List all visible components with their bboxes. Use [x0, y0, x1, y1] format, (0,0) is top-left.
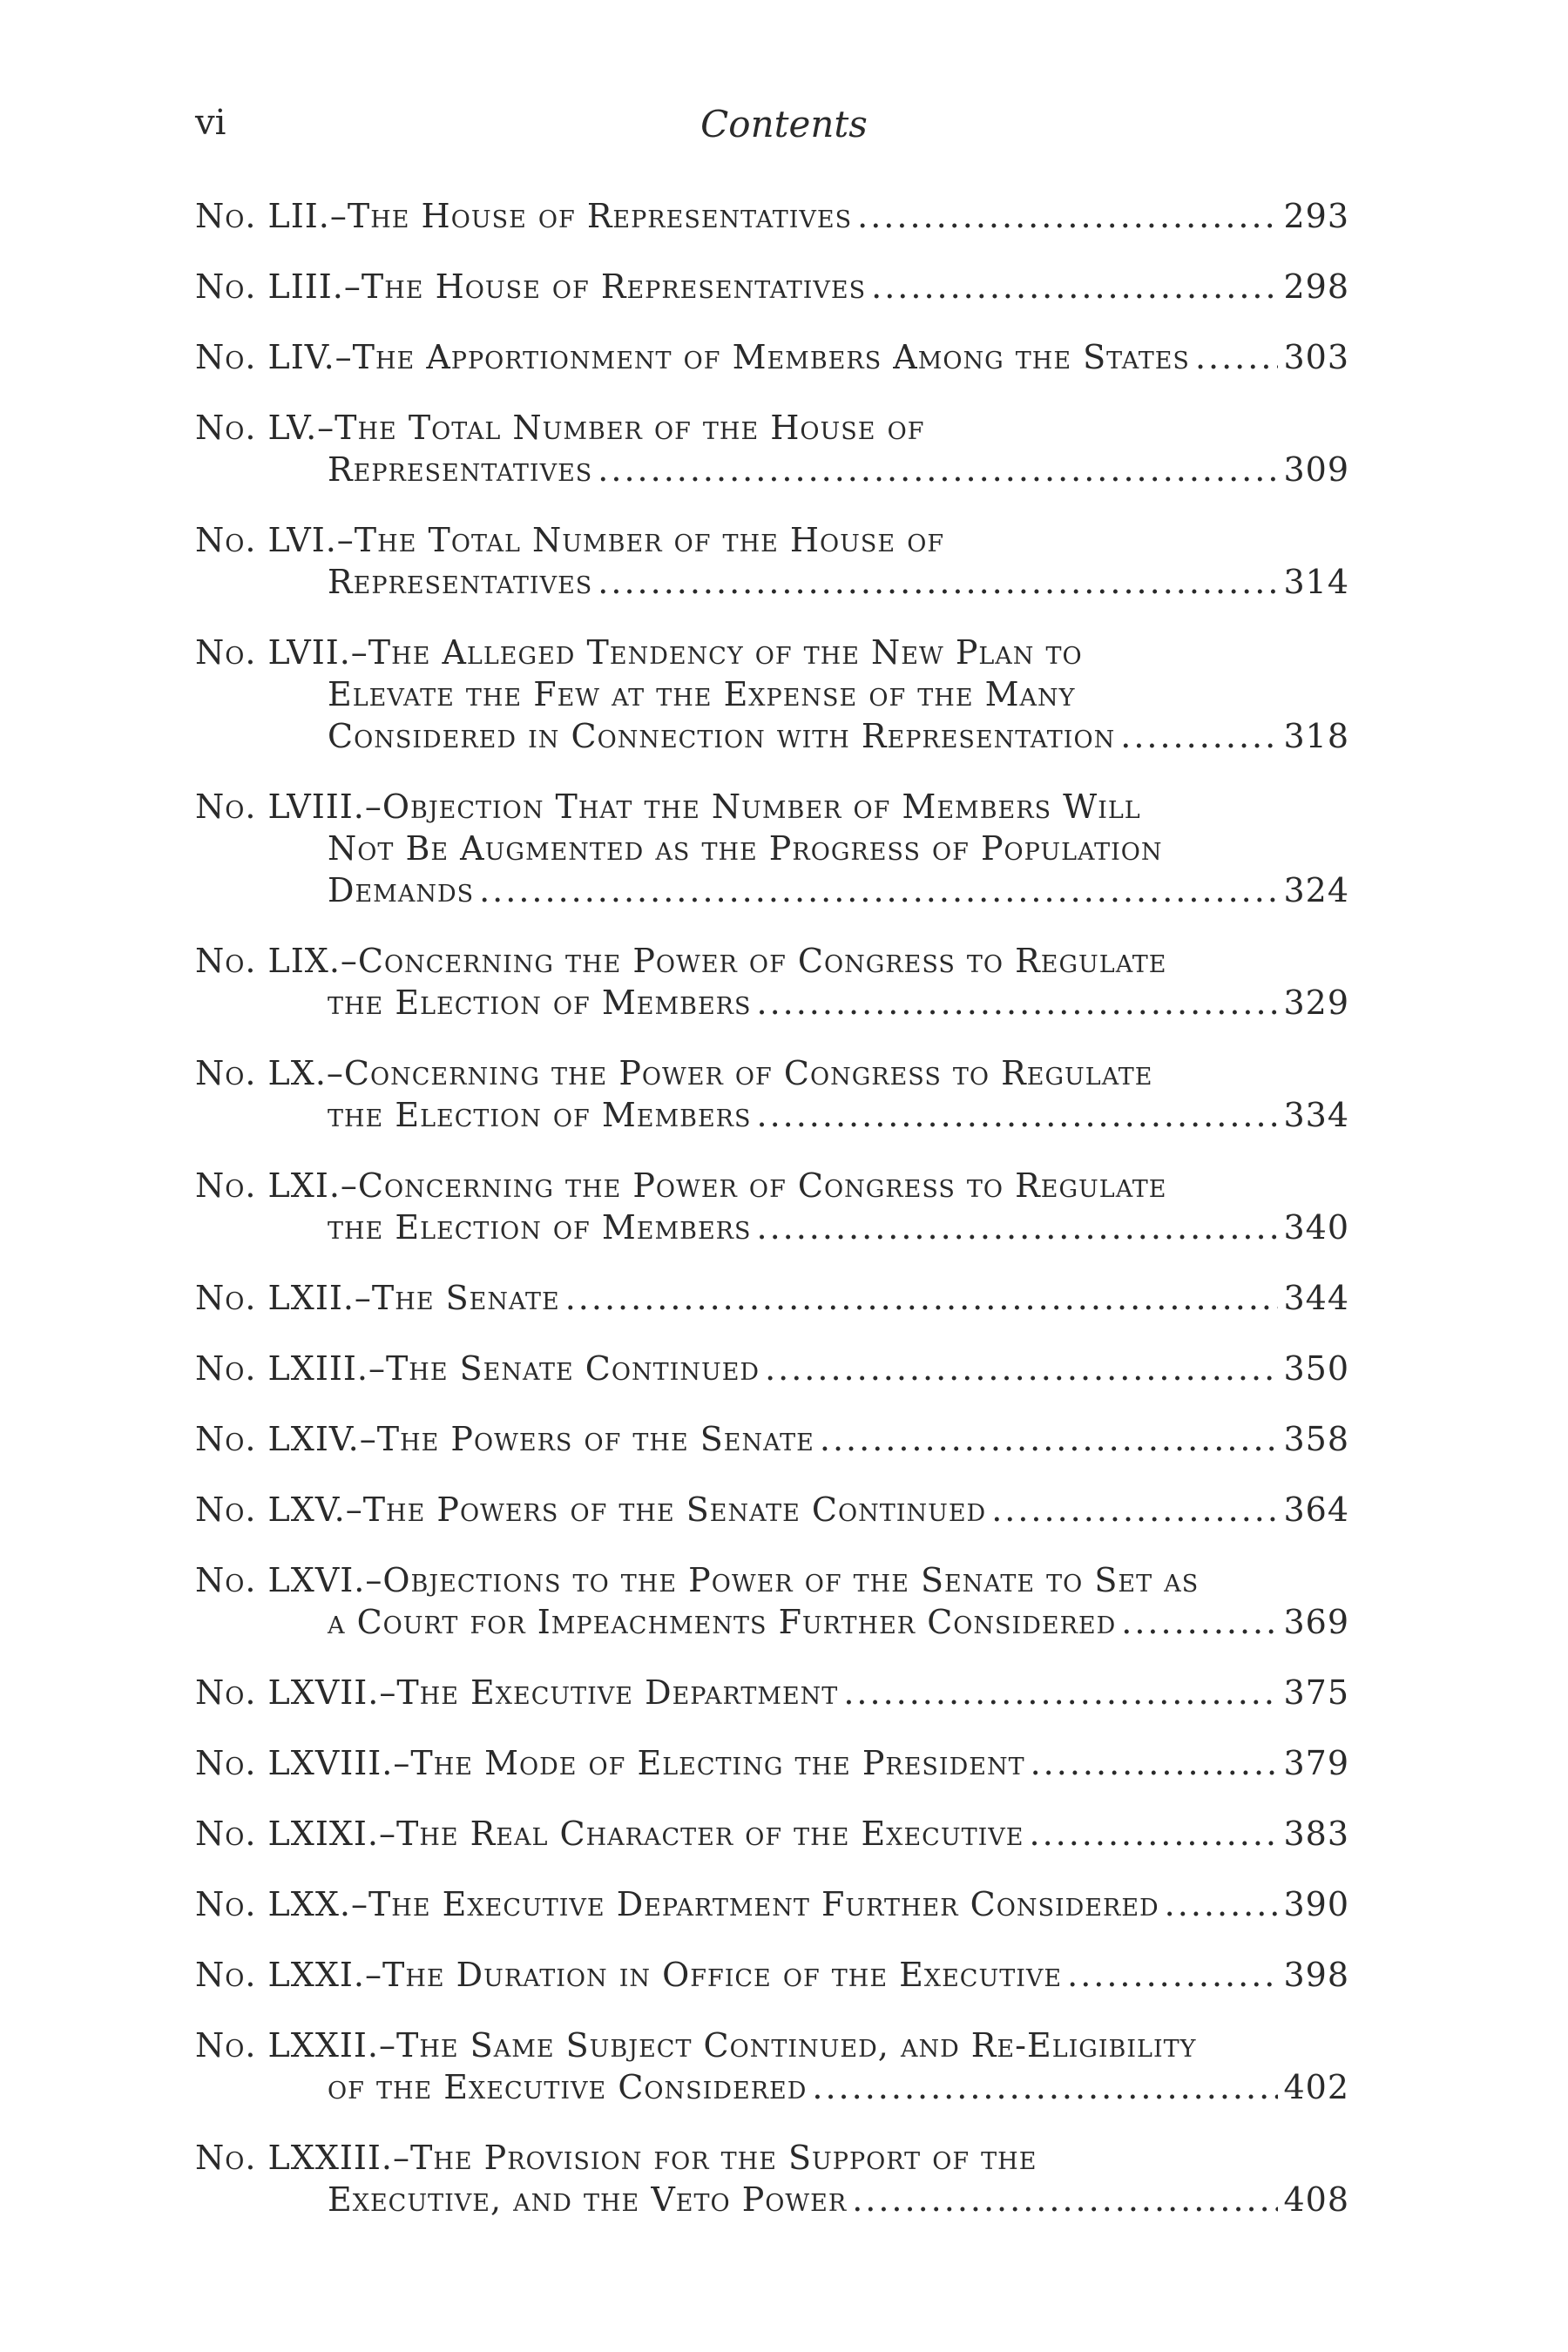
toc-entry-title-line [195, 786, 1349, 828]
toc-page-number: 324 [1283, 871, 1349, 909]
toc-entry-title-line [195, 2137, 1349, 2179]
toc-entry [195, 1954, 1349, 1996]
toc-entry-continuation-line [195, 1206, 1349, 1248]
toc-entry [195, 519, 1349, 603]
toc-page-number: 340 [1283, 1208, 1349, 1247]
toc-entry-continuation-line [195, 982, 1349, 1024]
toc-entry [195, 940, 1349, 1024]
toc-entry [195, 1813, 1349, 1855]
dot-leader [565, 1277, 1279, 1319]
toc-page-number: 390 [1283, 1885, 1349, 1923]
toc-entry-continuation-line [195, 828, 1349, 869]
toc-page-number: 364 [1283, 1490, 1349, 1529]
dot-leader [756, 982, 1278, 1024]
dot-leader [756, 1094, 1278, 1136]
toc-entry-title-line [195, 1348, 1349, 1389]
dot-leader [1165, 1883, 1279, 1925]
toc-entry-text: No. LXI.–Concerning the Power of Congress to Regulate [195, 1166, 1167, 1205]
toc-entry-title-line [195, 407, 1349, 449]
toc-page-number: 375 [1283, 1673, 1349, 1712]
dot-leader [598, 449, 1278, 490]
toc-entry-text: No. LXII.–The Senate [195, 1279, 560, 1317]
toc-entry-text: No. LIV.–The Apportionment of Members Among the States [195, 338, 1190, 376]
toc-entry-continuation-line [195, 869, 1349, 911]
dot-leader [598, 561, 1278, 603]
toc-entry-text: No. LVII.–The Alleged Tendency of the New Plan to [195, 633, 1083, 672]
dot-leader [820, 1418, 1279, 1460]
dot-leader [812, 2066, 1278, 2108]
toc-entry [195, 786, 1349, 911]
toc-entry-text: the Election of Members [328, 983, 752, 1022]
toc-page-number: 383 [1283, 1815, 1349, 1853]
toc-entry-text: No. LXIXI.–The Real Character of the Executive [195, 1815, 1024, 1853]
toc-entry [195, 2137, 1349, 2220]
toc-entry-text: a Court for Impeachments Further Considered [328, 1603, 1117, 1641]
page-number: vi [195, 103, 226, 143]
toc-entry-text: No. LV.–The Total Number of the House of [195, 409, 925, 447]
toc-entry [195, 2024, 1349, 2108]
toc-entry [195, 1277, 1349, 1319]
toc-entry-continuation-line [195, 1601, 1349, 1643]
toc-page-number: 318 [1283, 717, 1349, 755]
toc-entry-text: Not Be Augmented as the Progress of Population [328, 829, 1163, 868]
running-head-title: Contents [700, 103, 868, 145]
toc-page-number: 358 [1283, 1420, 1349, 1458]
toc-page-number: 298 [1283, 267, 1349, 306]
dot-leader [756, 1206, 1278, 1248]
dot-leader [852, 2179, 1278, 2220]
dot-leader [1195, 336, 1279, 378]
dot-leader [1120, 715, 1278, 757]
toc-entry-text: No. LVIII.–Objection That the Number of Members Will [195, 787, 1141, 826]
dot-leader [871, 266, 1278, 308]
toc-page-number: 350 [1283, 1349, 1349, 1388]
toc-entry [195, 1489, 1349, 1531]
toc-page-number: 398 [1283, 1956, 1349, 1994]
toc-entry-text: No. LXX.–The Executive Department Further Considered [195, 1885, 1159, 1923]
toc-page-number: 303 [1283, 338, 1349, 376]
toc-entry-text: No. LXXI.–The Duration in Office of the Executive [195, 1956, 1063, 1994]
toc-entry-title-line [195, 2024, 1349, 2066]
toc-entry-text: No. LXV.–The Powers of the Senate Continued [195, 1490, 987, 1529]
toc-entry-text: No. LXVI.–Objections to the Power of the Senate to Set as [195, 1561, 1200, 1599]
toc-entry-title-line [195, 266, 1349, 308]
toc-entry [195, 407, 1349, 490]
table-of-contents [195, 195, 1349, 2249]
toc-entry-title-line [195, 1559, 1349, 1601]
toc-entry-text: Considered in Connection with Representation [328, 717, 1116, 755]
toc-page-number: 309 [1283, 450, 1349, 489]
toc-entry [195, 195, 1349, 237]
toc-entry-text: Representatives [328, 563, 593, 601]
page-header [0, 103, 1568, 164]
toc-entry-continuation-line [195, 2179, 1349, 2220]
dot-leader [857, 195, 1278, 237]
toc-entry-continuation-line [195, 1094, 1349, 1136]
toc-entry [195, 1883, 1349, 1925]
toc-entry-text: Representatives [328, 450, 593, 489]
toc-entry-title-line [195, 336, 1349, 378]
toc-entry-text: No. LIX.–Concerning the Power of Congress to Regulate [195, 942, 1167, 980]
toc-entry-continuation-line [195, 715, 1349, 757]
toc-entry-text: No. LXVIII.–The Mode of Electing the President [195, 1744, 1025, 1782]
toc-entry-title-line [195, 1742, 1349, 1784]
toc-entry-title-line [195, 1489, 1349, 1531]
dot-leader [479, 869, 1278, 911]
dot-leader [1121, 1601, 1278, 1643]
dot-leader [765, 1348, 1278, 1389]
toc-entry-text: Executive, and the Veto Power [328, 2180, 848, 2219]
toc-entry-title-line [195, 519, 1349, 561]
toc-entry [195, 632, 1349, 757]
dot-leader [1031, 1742, 1279, 1784]
toc-page-number: 293 [1283, 197, 1349, 235]
toc-entry-title-line [195, 1672, 1349, 1713]
toc-entry-text: No. LX.–Concerning the Power of Congress to Regulate [195, 1054, 1153, 1092]
dot-leader [843, 1672, 1278, 1713]
toc-entry-text: No. LII.–The House of Representatives [195, 197, 853, 235]
toc-entry-title-line [195, 1277, 1349, 1319]
toc-entry-continuation-line [195, 449, 1349, 490]
toc-entry-title-line [195, 1954, 1349, 1996]
toc-entry-title-line [195, 1052, 1349, 1094]
toc-entry-continuation-line [195, 561, 1349, 603]
toc-entry-text: No. LIII.–The House of Representatives [195, 267, 867, 306]
toc-entry [195, 336, 1349, 378]
toc-entry-text: Elevate the Few at the Expense of the Many [328, 675, 1076, 713]
toc-entry [195, 1742, 1349, 1784]
toc-entry-text: the Election of Members [328, 1096, 752, 1134]
toc-entry-text: No. LXXII.–The Same Subject Continued, and Re-Eligibility [195, 2026, 1197, 2065]
toc-entry [195, 1052, 1349, 1136]
toc-entry-text: No. LXIII.–The Senate Continued [195, 1349, 760, 1388]
toc-entry-text: of the Executive Considered [328, 2068, 808, 2106]
toc-entry-text: No. LVI.–The Total Number of the House of [195, 521, 945, 559]
toc-entry [195, 266, 1349, 308]
toc-page-number: 402 [1283, 2068, 1349, 2106]
toc-entry-continuation-line [195, 673, 1349, 715]
toc-entry [195, 1672, 1349, 1713]
toc-entry-title-line [195, 195, 1349, 237]
toc-entry-title-line [195, 1883, 1349, 1925]
toc-entry-title-line [195, 940, 1349, 982]
toc-entry-title-line [195, 632, 1349, 673]
toc-entry [195, 1559, 1349, 1643]
toc-entry-title-line [195, 1813, 1349, 1855]
toc-page-number: 314 [1283, 563, 1349, 601]
toc-page-number: 379 [1283, 1744, 1349, 1782]
toc-entry-title-line [195, 1418, 1349, 1460]
toc-entry [195, 1418, 1349, 1460]
toc-entry-text: Demands [328, 871, 475, 909]
toc-entry-text: No. LXXIII.–The Provision for the Support of the [195, 2139, 1037, 2177]
toc-entry-text: No. LXVII.–The Executive Department [195, 1673, 839, 1712]
toc-entry-text: No. LXIV.–The Powers of the Senate [195, 1420, 814, 1458]
toc-page-number: 344 [1283, 1279, 1349, 1317]
dot-leader [1067, 1954, 1278, 1996]
toc-entry [195, 1348, 1349, 1389]
toc-page-number: 334 [1283, 1096, 1349, 1134]
dot-leader [991, 1489, 1278, 1531]
toc-page-number: 329 [1283, 983, 1349, 1022]
toc-entry-text: the Election of Members [328, 1208, 752, 1247]
toc-entry-continuation-line [195, 2066, 1349, 2108]
dot-leader [1029, 1813, 1278, 1855]
toc-page-number: 408 [1283, 2180, 1349, 2219]
toc-entry-title-line [195, 1165, 1349, 1206]
toc-page-number: 369 [1283, 1603, 1349, 1641]
toc-entry [195, 1165, 1349, 1248]
